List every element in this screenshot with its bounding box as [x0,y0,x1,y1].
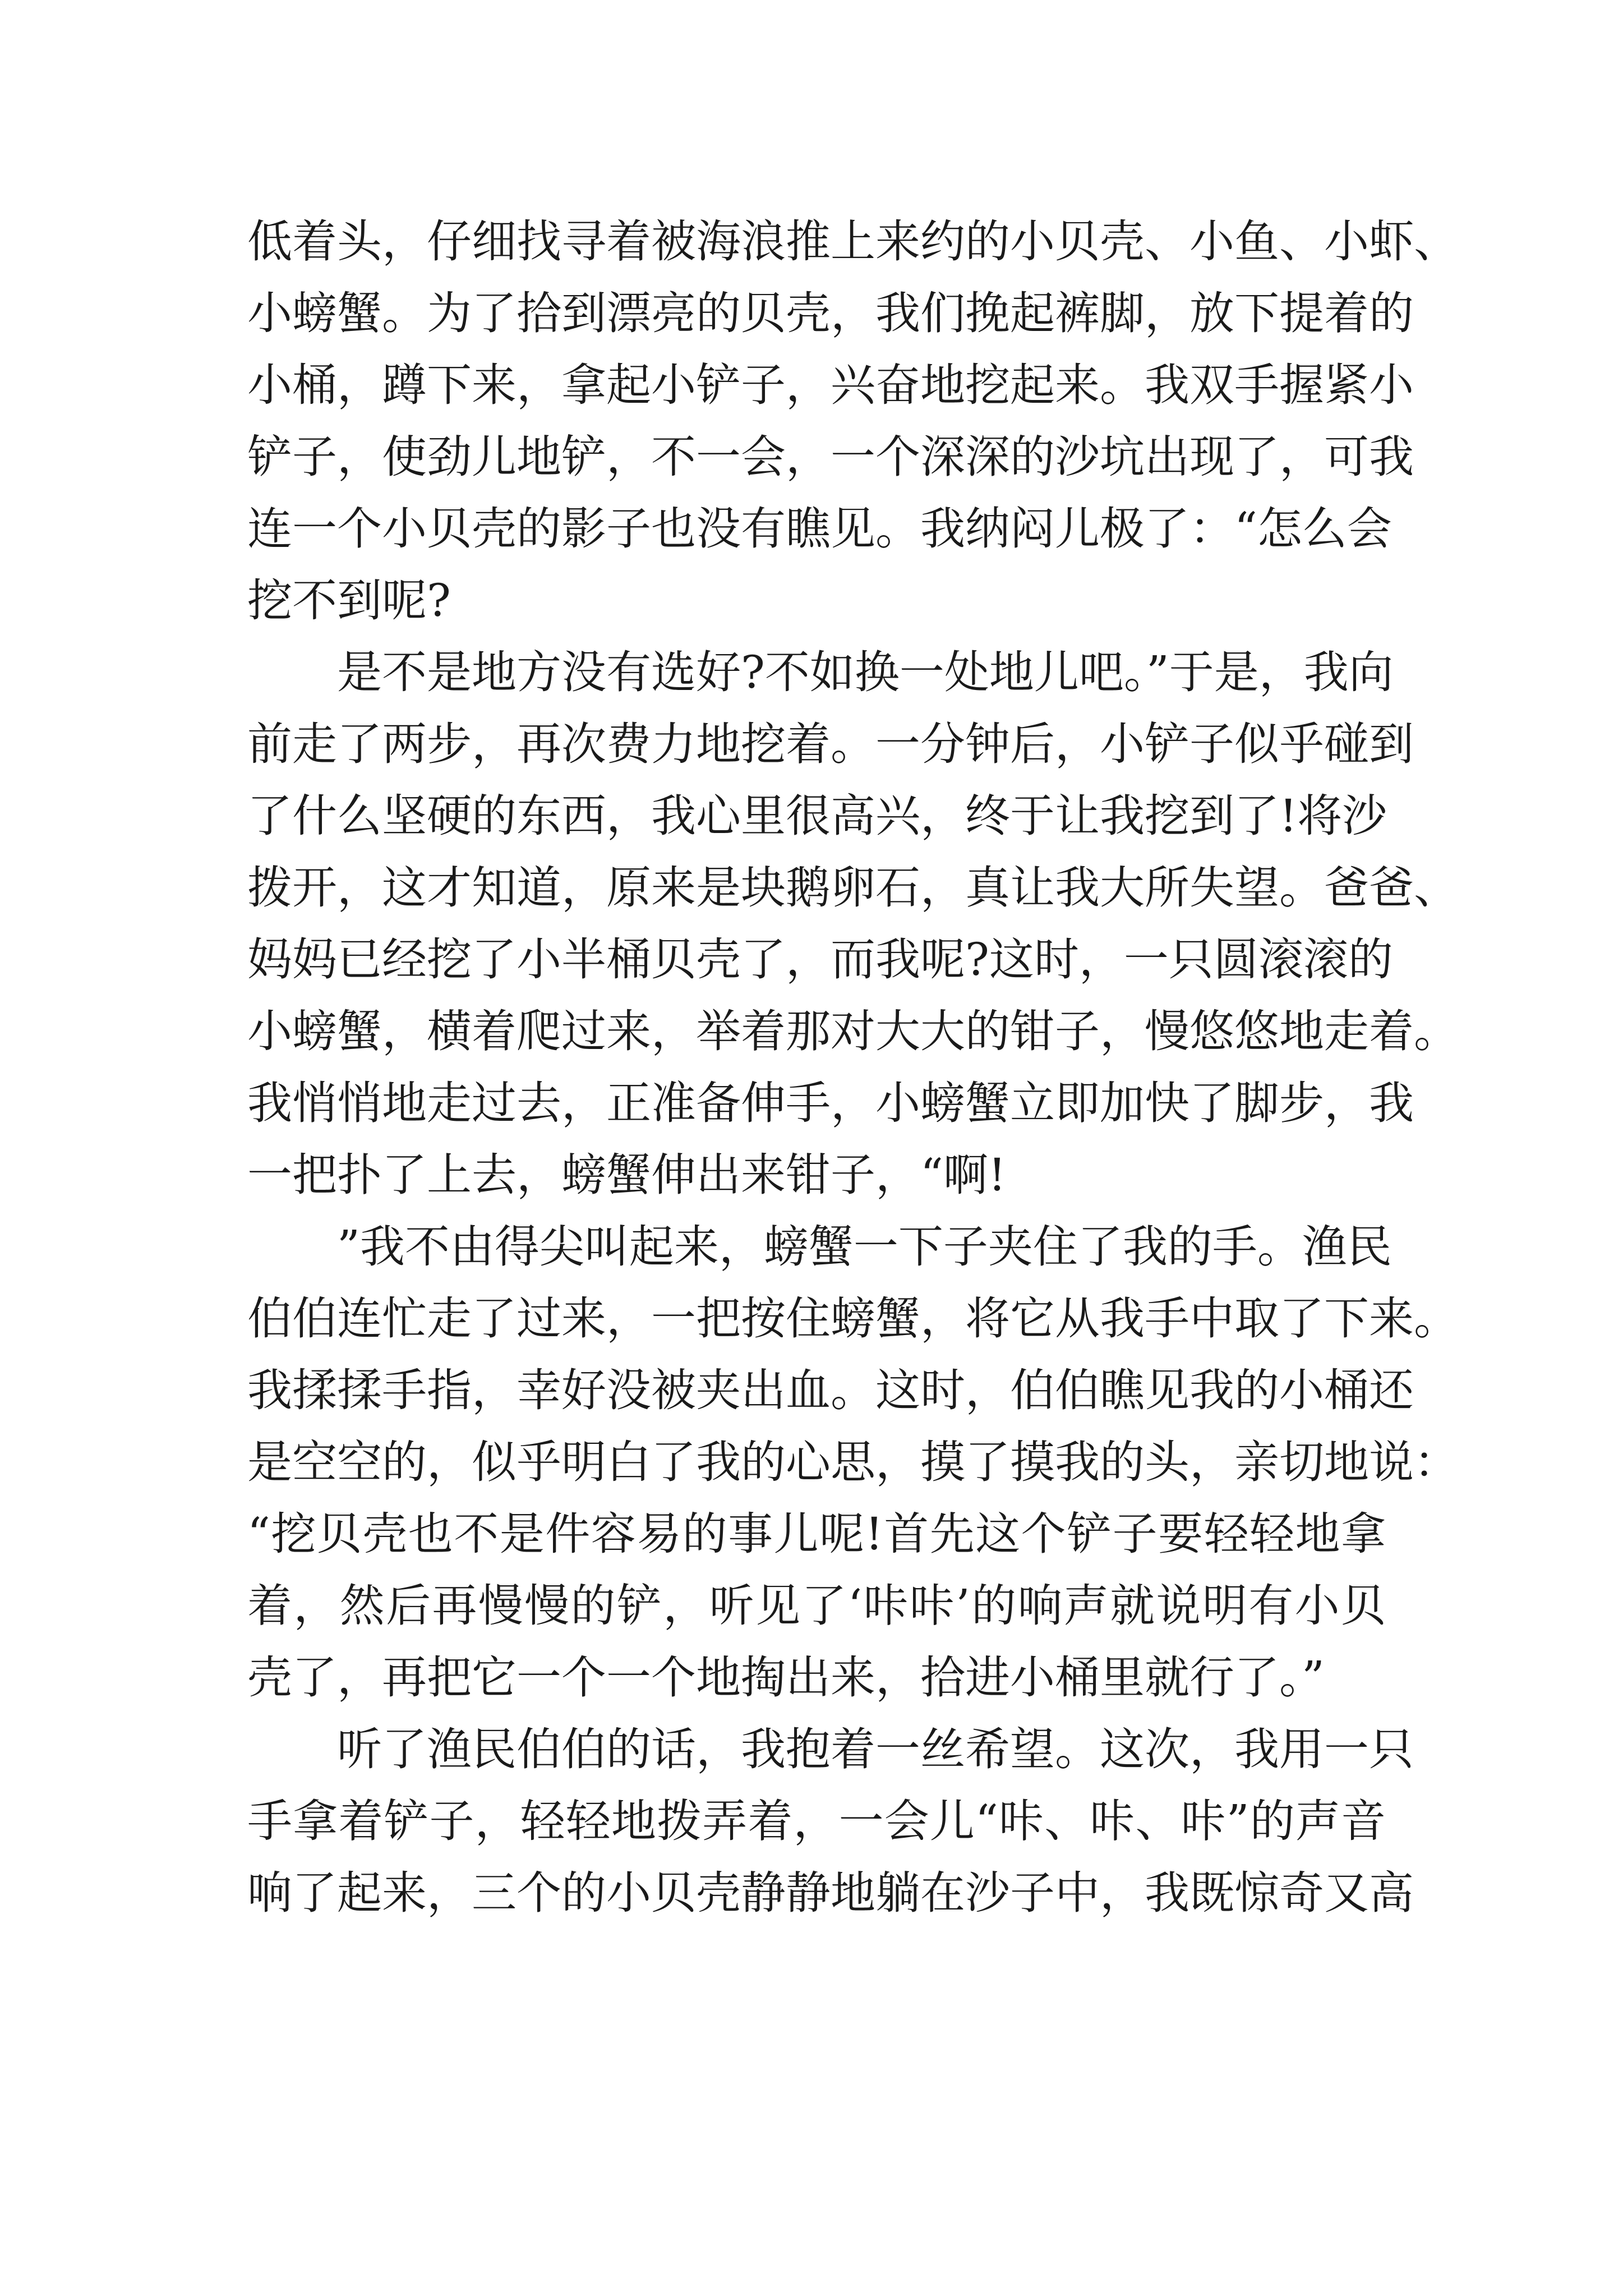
text-line: 是空空的，似乎明白了我的心思，摸了摸我的头，亲切地说： [247,1436,1459,1488]
text-line: 挖不到呢? [247,574,451,627]
text-line: 铲子，使劲儿地铲，不一会，一个深深的沙坑出现了，可我 [247,431,1414,483]
text-line: 壳了，再把它一个一个地掏出来，拾进小桶里就行了。” [247,1651,1325,1704]
text-line: 一把扑了上去，螃蟹伸出来钳子，“啊! [247,1149,1007,1201]
text-line: 伯伯连忙走了过来，一把按住螃蟹，将它从我手中取了下来。 [247,1292,1459,1345]
text-line: 了什么坚硬的东西，我心里很高兴，终于让我挖到了!将沙 [247,790,1387,842]
text-line: 响了起来，三个的小贝壳静静地躺在沙子中，我既惊奇又高 [247,1867,1414,1919]
text-line: 前走了两步，再次费力地挖着。一分钟后，小铲子似乎碰到 [247,718,1414,770]
text-line: 着，然后再慢慢的铲，听见了‘咔咔’的响声就说明有小贝 [247,1580,1386,1632]
text-line: 小桶，蹲下来，拿起小铲子，兴奋地挖起来。我双手握紧小 [247,359,1414,411]
text-line: 小螃蟹，横着爬过来，举着那对大大的钳子，慢悠悠地走着。 [247,1005,1459,1057]
text-line: 妈妈已经挖了小半桶贝壳了，而我呢?这时，一只圆滚滚的 [247,933,1393,986]
text-line: 拨开，这才知道，原来是块鹅卵石，真让我大所失望。爸爸、 [247,862,1459,914]
text-line: 连一个小贝壳的影子也没有瞧见。我纳闷儿极了：“怎么会 [247,503,1392,555]
text-line: 小螃蟹。为了拾到漂亮的贝壳，我们挽起裤脚，放下提着的 [247,287,1414,339]
article-body [247,206,1459,1929]
paragraph-first-line: ”我不由得尖叫起来，螃蟹一下子夹住了我的手。渔民 [337,1221,1392,1273]
text-line: “挖贝壳也不是件容易的事儿呢!首先这个铲子要轻轻地拿 [247,1508,1386,1560]
paragraph-first-line: 是不是地方没有选好?不如换一处地儿吧。”于是，我向 [337,646,1394,698]
paragraph-first-line: 听了渔民伯伯的话，我抱着一丝希望。这次，我用一只 [337,1723,1414,1775]
text-line: 我揉揉手指，幸好没被夹出血。这时，伯伯瞧见我的小桶还 [247,1364,1414,1416]
text-line: 手拿着铲子，轻轻地拨弄着，一会儿“咔、咔、咔”的声音 [247,1795,1386,1847]
text-line: 低着头，仔细找寻着被海浪推上来约的小贝壳、小鱼、小虾、 [247,215,1459,268]
text-line: 我悄悄地走过去，正准备伸手，小螃蟹立即加快了脚步，我 [247,1077,1414,1129]
